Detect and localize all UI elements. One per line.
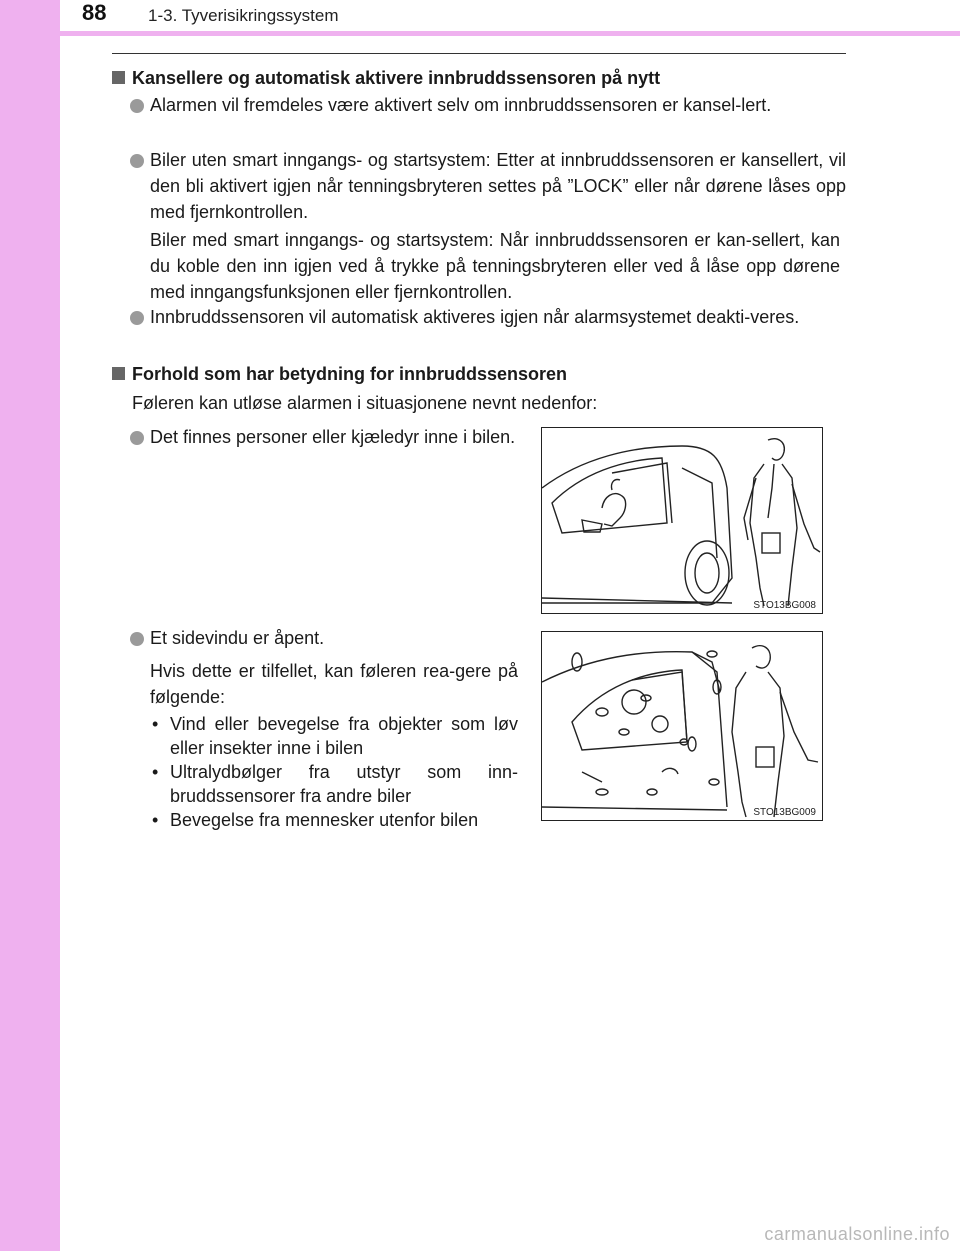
bullet-text: Biler uten smart inngangs- og startsystem: Etter at innbruddssensoren er kansellert, vil den bli aktivert igjen når tenningsbryteren settes på ”LOCK” eller når dørene låses opp med fjernkontrollen.: [150, 150, 846, 222]
figure-open-window: [541, 631, 823, 821]
header-rule: [112, 53, 846, 54]
paragraph: Hvis dette er tilfellet, kan føleren rea-gere på følgende:: [150, 661, 518, 707]
bullet-icon: [130, 632, 144, 646]
page-number: 88: [82, 0, 107, 25]
heading-square-icon: [112, 367, 125, 380]
list-item: • Ultralydbølger fra utstyr som inn-bruddssensorer fra andre biler: [152, 760, 518, 808]
paragraph: Biler med smart inngangs- og startsystem: Når innbruddssensoren er kan-sellert, kan du koble den inn igjen ved å trykke på tenningsbryteren eller ved å låse opp dørene med inngangsfunksjonen eller fjernkontrollen.: [150, 230, 840, 302]
bullet-icon: [130, 311, 144, 325]
bullet-text: Det finnes personer eller kjæledyr inne i bilen.: [150, 427, 516, 447]
bullet-icon: [130, 99, 144, 113]
figure-dog-in-car: [541, 427, 823, 614]
side-tab: [0, 0, 60, 1251]
figure-label: STO13BG009: [753, 807, 816, 818]
bullet-text: Alarmen vil fremdeles være aktivert selv om innbruddssensoren er kansel-lert.: [150, 95, 772, 115]
watermark[interactable]: carmanualsonline.info: [764, 1224, 950, 1244]
bullet-icon: [130, 154, 144, 168]
figure-label: STO13BG008: [753, 600, 816, 611]
bullet-icon: [130, 431, 144, 445]
bullet-text: Et sidevindu er åpent.: [150, 628, 325, 648]
bullet-text: Innbruddssensoren vil automatisk aktiveres igjen når alarmsystemet deakti-veres.: [150, 307, 800, 327]
section-title: 1-3. Tyverisikringssystem: [148, 6, 339, 25]
car-dog-illustration: [542, 428, 822, 613]
sub-list: [152, 712, 518, 832]
open-window-illustration: [542, 632, 822, 820]
heading-cancel-reactivate: [112, 66, 660, 90]
list-item: • Bevegelse fra mennesker utenfor bilen: [152, 808, 518, 832]
heading-conditions: [112, 362, 567, 386]
heading-text: Forhold som har betydning for innbruddssensoren: [132, 364, 568, 384]
heading-text: Kansellere og automatisk aktivere innbruddssensoren på nytt: [132, 68, 661, 88]
intro-text: Føleren kan utløse alarmen i situasjonene nevnt nedenfor:: [132, 393, 598, 413]
heading-square-icon: [112, 71, 125, 84]
list-item: • Vind eller bevegelse fra objekter som løv eller insekter inne i bilen: [152, 712, 518, 760]
